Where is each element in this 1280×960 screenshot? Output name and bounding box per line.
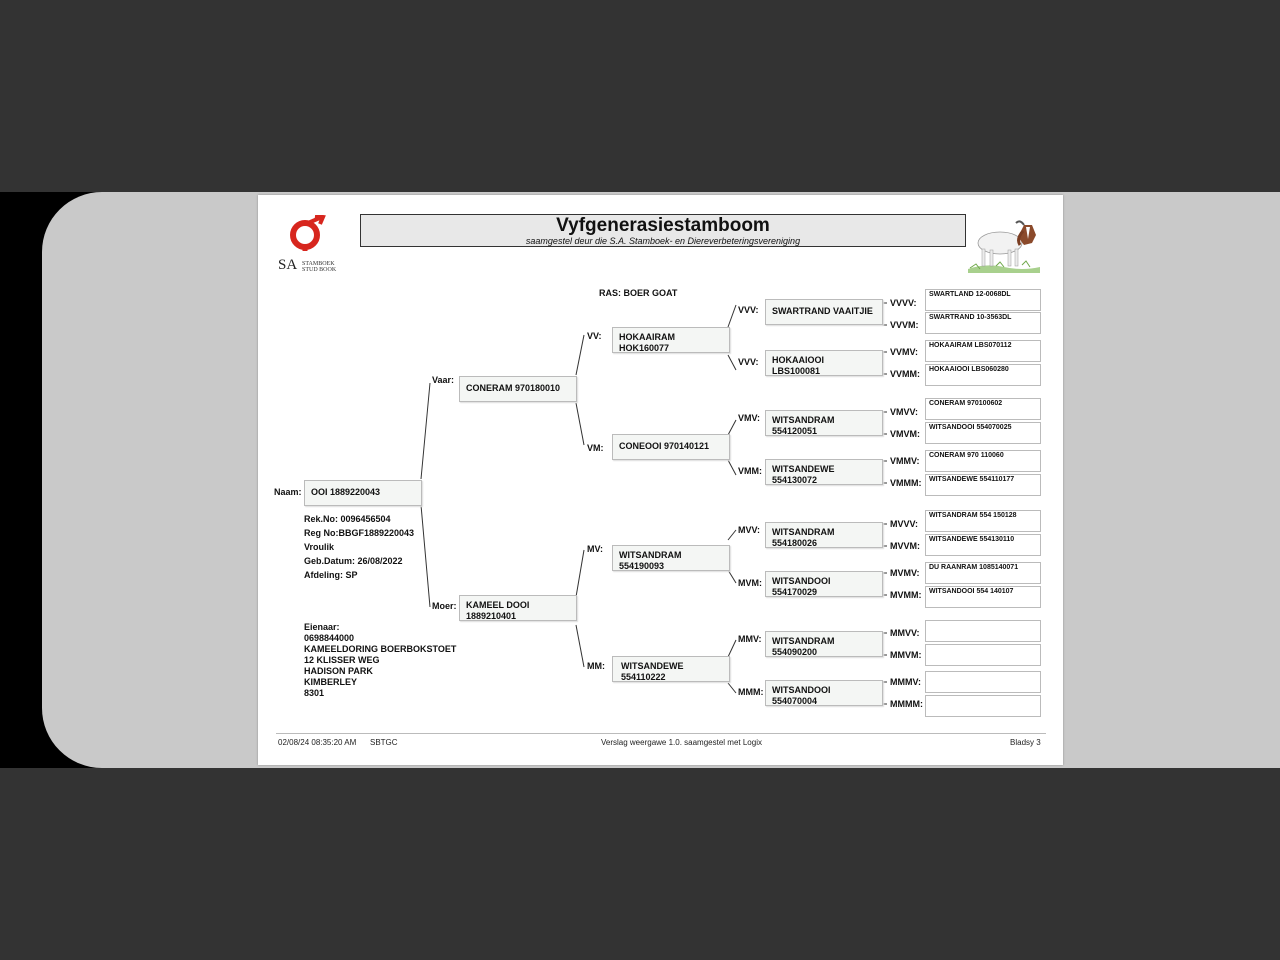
footer-divider: [276, 733, 1046, 734]
gen4-box-15: [925, 671, 1041, 693]
gen3-label-4: VMM:: [738, 466, 762, 476]
gen1-name-vaar: [466, 383, 560, 394]
logo-line-stamboek: STAMBOEK: [302, 261, 335, 267]
gen4-name-1: SWARTLAND 12-0068DL: [929, 291, 1011, 298]
gen4-box-14: [925, 644, 1041, 666]
gen4-box-1: [925, 289, 1041, 311]
gen4-label-10: MVVM:: [890, 541, 920, 551]
gen2-label-vm: VM:: [587, 443, 604, 453]
document-subtitle: saamgestel deur die S.A. Stamboek- en Diereverbeteringsvereniging: [525, 236, 801, 246]
gen4-label-6: VMVM:: [890, 429, 920, 439]
connector-vm-vmv: [728, 420, 736, 435]
owner-code: 8301: [304, 688, 325, 698]
gen3-label-6: MVM:: [738, 578, 762, 588]
gen3-name-5: [772, 527, 835, 549]
subject-animal-name: OOI 1889220043: [311, 487, 381, 497]
gen4-label-7: VMMV:: [890, 456, 920, 466]
gen1-label-moer: Moer:: [432, 601, 457, 611]
gen3-box-7: [765, 631, 883, 657]
breed-label: RAS: BOER GOAT: [599, 288, 678, 298]
gen3-7-line1: WITSANDRAM: [772, 636, 835, 646]
connector-subject-sire: [421, 383, 430, 479]
gen3-3-line2: 554120051: [772, 426, 818, 436]
logo-line-studbook: STUD BOOK: [302, 267, 337, 273]
gen3-box-4: [765, 459, 883, 485]
gen2-vm-line1: CONEOOI 970140121: [619, 441, 710, 451]
logo-sa-text: SA: [278, 257, 298, 273]
document-title: Vyfgenerasiestamboom: [556, 215, 770, 236]
gen2-label-vv: VV:: [587, 331, 602, 341]
connector-mm-mmm: [728, 683, 736, 693]
gen2-vv-line2: HOK160077: [619, 343, 670, 353]
owner-details: [304, 622, 456, 699]
gen4-label-8: VMMM:: [890, 478, 922, 488]
gen3-4-line2: 554130072: [772, 475, 818, 485]
gen4-box-2: [925, 312, 1041, 334]
reg-no: Reg No:BBGF1889220043: [304, 528, 415, 538]
owner-city: KIMBERLEY: [304, 677, 358, 687]
gen3-3-line1: WITSANDRAM: [772, 415, 835, 425]
gen4-label-12: MVMM:: [890, 590, 922, 600]
boer-goat-image: [966, 217, 1042, 273]
owner-street: 12 KLISSER WEG: [304, 655, 380, 665]
gen4-box-13: [925, 620, 1041, 642]
gen4-label-5: VMVV:: [890, 407, 919, 417]
naam-label: Naam:: [274, 487, 302, 497]
connector-sire-vm: [576, 403, 584, 445]
gen4-label-1: VVVV:: [890, 298, 917, 308]
gen4-box-6: [925, 422, 1041, 444]
gen4-box-3: [925, 340, 1041, 362]
gen2-box-mm: [612, 656, 730, 682]
gen3-label-3: VMV:: [738, 413, 761, 423]
gen3-box-6: [765, 571, 883, 597]
stud-book-logo-icon: [282, 215, 332, 251]
gen4-name-4: HOKAAIOOI LBS060280: [929, 366, 1009, 373]
sex: Vroulik: [304, 542, 335, 552]
gen4-label-11: MVMV:: [890, 568, 920, 578]
gen4-box-11: [925, 562, 1041, 584]
gen2-name-vv: [619, 332, 675, 354]
gen3-label-1: VVV:: [738, 305, 759, 315]
gen3-name-2: [772, 355, 824, 377]
gen1-box-moer: [459, 595, 577, 621]
gen4-name-7: CONERAM 970 110060: [929, 452, 1004, 459]
gen2-box-mv: [612, 545, 730, 571]
gen4-label-15: MMMV:: [890, 677, 921, 687]
gen4-name-2: SWARTRAND 10-3563DL: [929, 314, 1012, 321]
gen1-name-moer: [466, 600, 529, 622]
gen3-label-7: MMV:: [738, 634, 762, 644]
gen1-label-vaar: Vaar:: [432, 375, 455, 385]
owner-label: Eienaar:: [304, 622, 340, 632]
gen4-label-3: VVMV:: [890, 347, 919, 357]
gen4-name-6: WITSANDOOI 554070025: [929, 424, 1012, 431]
connector-mm-mmv: [728, 640, 736, 657]
footer-page-number: Bladsy 3: [1010, 738, 1041, 747]
gen3-box-1: [765, 299, 883, 325]
gen4-box-4: [925, 364, 1041, 386]
gen2-mm-line2: 554110222: [621, 672, 666, 682]
gen2-mm-line1: WITSANDEWE: [621, 661, 684, 671]
gen3-6-line2: 554170029: [772, 587, 818, 597]
gen4-box-5: [925, 398, 1041, 420]
gen4-name-11: DU RAANRAM 1085140071: [929, 564, 1019, 571]
connector-vv-vvm: [728, 355, 736, 370]
gen2-mv-line1: WITSANDRAM: [619, 550, 682, 560]
birth-date: Geb.Datum: 26/08/2022: [304, 556, 403, 566]
rek-no: Rek.No: 0096456504: [304, 514, 391, 524]
gen4-name-8: WITSANDEWE 554110177: [929, 476, 1015, 483]
gen3-name-4: [772, 464, 835, 486]
gen2-name-mv: [619, 550, 682, 572]
gen4-label-9: MVVV:: [890, 519, 919, 529]
connector-subject-dam: [421, 505, 430, 607]
gen3-name-6: [772, 576, 831, 598]
gen2-box-vv: [612, 327, 730, 353]
gen2-name-vm: [619, 441, 709, 452]
gen3-7-line2: 554090200: [772, 647, 818, 657]
gen4-box-10: [925, 534, 1041, 556]
connector-vv-vvv: [728, 305, 736, 327]
gen3-2-line2: LBS100081: [772, 366, 821, 376]
gen2-label-mm: MM:: [587, 661, 605, 671]
gen4-name-12: WITSANDOOI 554 140107: [929, 588, 1014, 595]
footer-code: SBTGC: [370, 738, 398, 747]
gen2-mv-line2: 554190093: [619, 561, 665, 571]
gen3-label-2: VVV:: [738, 357, 759, 367]
gen4-label-2: VVVM:: [890, 320, 919, 330]
connector-mv-mvm: [728, 570, 736, 583]
gen4-box-12: [925, 586, 1041, 608]
gen3-box-5: [765, 522, 883, 548]
gen1-vaar-line1: CONERAM 970180010: [466, 383, 561, 393]
connector-mv-mvv: [728, 530, 736, 540]
connector-sire-vv: [576, 335, 584, 375]
gen1-box-vaar: [459, 376, 577, 402]
gen3-6-line1: WITSANDOOI: [772, 576, 831, 586]
footer-report-version: Verslag weergawe 1.0. saamgestel met Logix: [601, 738, 762, 747]
gen1-moer-line1: KAMEEL DOOI: [466, 600, 530, 610]
afdeling: Afdeling: SP: [304, 570, 358, 580]
gen3-1-line1: SWARTRAND VAAITJIE: [772, 306, 873, 316]
gen3-name-8: [772, 685, 831, 707]
gen2-vv-line1: HOKAAIRAM: [619, 332, 675, 342]
gen4-box-9: [925, 510, 1041, 532]
connector-dam-mm: [576, 625, 584, 667]
gen4-name-9: WITSANDRAM 554 150128: [929, 512, 1017, 519]
footer-datetime: 02/08/24 08:35:20 AM: [278, 738, 357, 747]
gen3-box-2: [765, 350, 883, 376]
pedigree-document: [258, 195, 1063, 765]
gen4-label-14: MMVM:: [890, 650, 922, 660]
subject-details: [304, 512, 414, 582]
connector-vm-vmm: [728, 460, 736, 475]
gen4-box-8: [925, 474, 1041, 496]
owner-phone: 0698844000: [304, 633, 355, 643]
owner-name: KAMEELDORING BOERBOKSTOET: [304, 644, 457, 654]
gen3-name-1: [772, 306, 873, 317]
gen3-name-3: [772, 415, 835, 437]
gen3-5-line2: 554180026: [772, 538, 818, 548]
gen4-name-5: CONERAM 970100602: [929, 400, 1003, 407]
gen3-box-3: [765, 410, 883, 436]
subject-animal-box: [304, 480, 422, 506]
gen3-label-5: MVV:: [738, 525, 761, 535]
gen4-label-4: VVMM:: [890, 369, 920, 379]
gen3-2-line1: HOKAAIOOI: [772, 355, 825, 365]
logo-stud-book-text: [302, 261, 336, 273]
gen3-name-7: [772, 636, 835, 658]
gen4-box-7: [925, 450, 1041, 472]
gen4-label-13: MMVV:: [890, 628, 920, 638]
gen4-box-16: [925, 695, 1041, 717]
gen3-5-line1: WITSANDRAM: [772, 527, 835, 537]
connector-dam-mv: [576, 550, 584, 597]
gen3-box-8: [765, 680, 883, 706]
gen3-label-8: MMM:: [738, 687, 764, 697]
gen2-name-mm: [621, 661, 684, 683]
gen2-label-mv: MV:: [587, 544, 604, 554]
title-banner: [360, 214, 966, 247]
gen4-name-10: WITSANDEWE 554130110: [929, 536, 1015, 543]
gen4-name-3: HOKAAIRAM LBS070112: [929, 342, 1012, 349]
gen3-8-line2: 554070004: [772, 696, 818, 706]
gen4-label-16: MMMM:: [890, 699, 923, 709]
owner-area: HADISON PARK: [304, 666, 373, 676]
gen3-4-line1: WITSANDEWE: [772, 464, 835, 474]
gen2-box-vm: [612, 434, 730, 460]
gen1-moer-line2: 1889210401: [466, 611, 517, 621]
gen3-8-line1: WITSANDOOI: [772, 685, 831, 695]
